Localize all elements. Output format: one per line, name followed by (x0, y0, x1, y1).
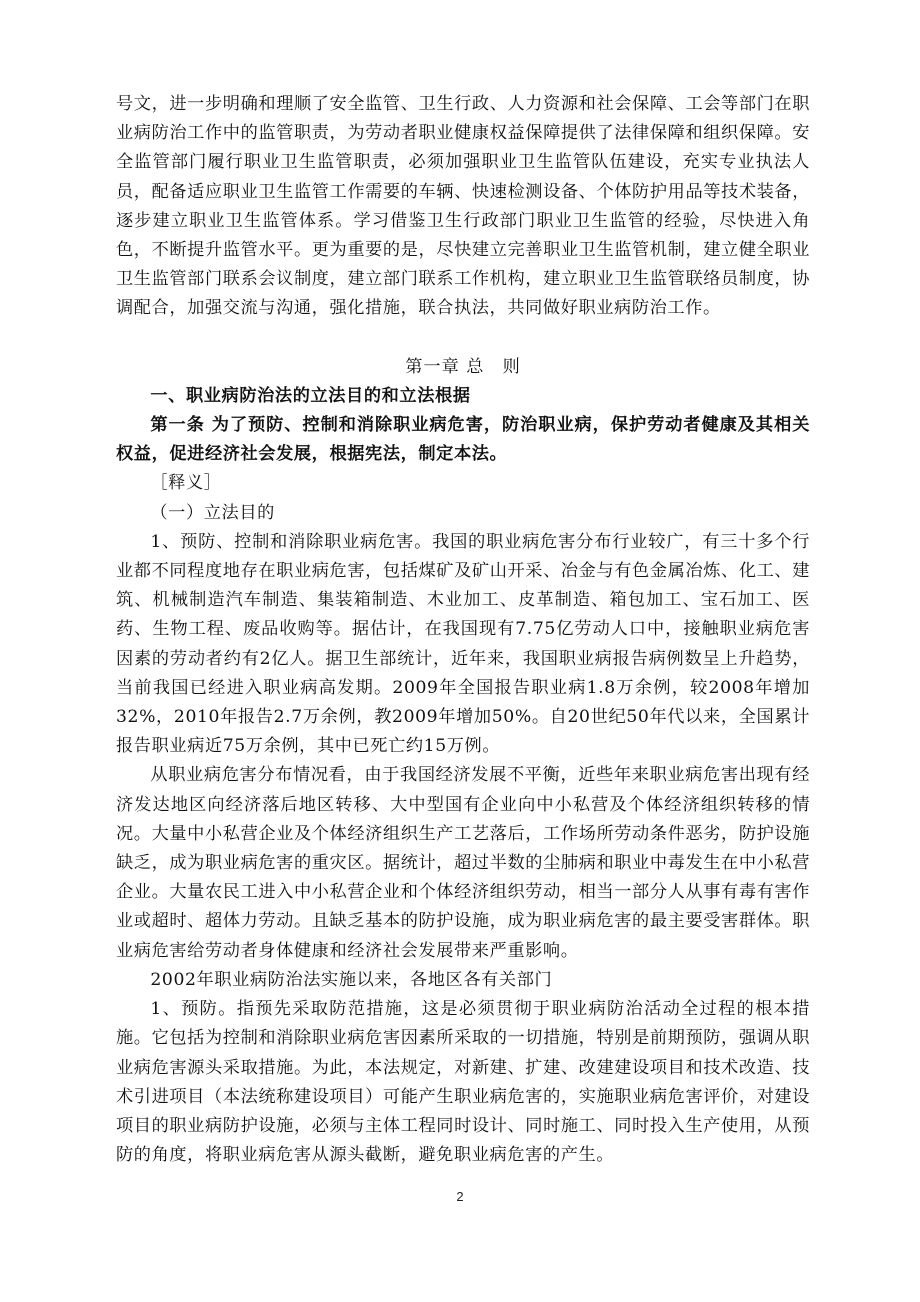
subsection-title: （一）立法目的 (150, 502, 275, 523)
section-spacer (116, 324, 810, 353)
interpretation-label: ［释义］ (150, 473, 222, 494)
paragraph-1: 1、预防、控制和消除职业病危害。我国的职业病危害分布行业较广，有三十多个行业都不同程度地存在职业病危害，包括煤矿及矿山开采、冶金与有色金属冶炼、化工、建筑、机械制造汽车制造、集装箱制造、木业加工、皮革制造、箱包加工、宝石加工、医药、生物工程、废品收购等。据估计，在我国现有7.75亿劳动人口中，接触职业病危害因素的劳动者约有2亿人。据卫生部统计，近年来，我国职业病报告病例数呈上升趋势，当前我国已经进入职业病高发期。2009年全国报告职业病1.8万余例，较2008年增加32%，2010年报告2.7万余例，教2009年增加50%。自20世纪50年代以来，全国累计报告职业病近75万余例，其中已死亡约15万例。 (116, 531, 810, 757)
chapter-title: 第一章 总 则 (405, 356, 521, 377)
document-body (116, 90, 810, 1170)
article-one: 第一条 为了预防、控制和消除职业病危害，防治职业病，保护劳动者健康及其相关权益，促进经济社会发展，根据宪法，制定本法。 (116, 415, 810, 465)
paragraph-4: 1、预防。指预先采取防范措施，这是必须贯彻于职业病防治活动全过程的根本措施。它包括为控制和消除职业病危害因素所采取的一切措施，特别是前期预防，强调从职业病危害源头采取措施。为此，本法规定，对新建、扩建、改建建设项目和技术改造、技术引进项目（本法统称建设项目）可能产生职业病危害的，实施职业病危害评价，对建设项目的职业病防护设施，必须与主体工程同时设计、同时施工、同时投入生产使用，从预防的角度，将职业病危害从源头截断，避免职业病危害的产生。 (116, 999, 810, 1166)
paragraph-2: 从职业病危害分布情况看，由于我国经济发展不平衡，近些年来职业病危害出现有经济发达地区向经济落后地区转移、大中型国有企业向中小私营及个体经济组织转移的情况。大量中小私营企业及个体经济组织生产工艺落后，工作场所劳动条件恶劣，防护设施缺乏，成为职业病危害的重灾区。据统计，超过半数的尘肺病和职业中毒发生在中小私营企业。大量农民工进入中小私营企业和个体经济组织劳动，相当一部分人从事有毒有害作业或超时、超体力劳动。且缺乏基本的防护设施，成为职业病危害的最主要受害群体。职业病危害给劳动者身体健康和经济社会发展带来严重影响。 (116, 765, 810, 961)
intro-paragraph: 号文，进一步明确和理顺了安全监管、卫生行政、人力资源和社会保障、工会等部门在职业病防治工作中的监管职责，为劳动者职业健康权益保障提供了法律保障和组织保障。安全监管部门履行职业卫生监管职责，必须加强职业卫生监管队伍建设，充实专业执法人员，配备适应职业卫生监管工作需要的车辆、快速检测设备、个体防护用品等技术装备，逐步建立职业卫生监管体系。学习借鉴卫生行政部门职业卫生监管的经验，尽快进入角色，不断提升监管水平。更为重要的是，尽快建立完善职业卫生监管机制，建立健全职业卫生监管部门联系会议制度，建立部门联系工作机构，建立职业卫生监管联络员制度，协调配合，加强交流与沟通，强化措施，联合执法，共同做好职业病防治工作。 (116, 94, 810, 319)
page-number: 2 (456, 1189, 464, 1204)
section-title: 一、职业病防治法的立法目的和立法根据 (150, 385, 471, 406)
paragraph-3: 2002年职业病防治法实施以来，各地区各有关部门 (150, 969, 553, 990)
